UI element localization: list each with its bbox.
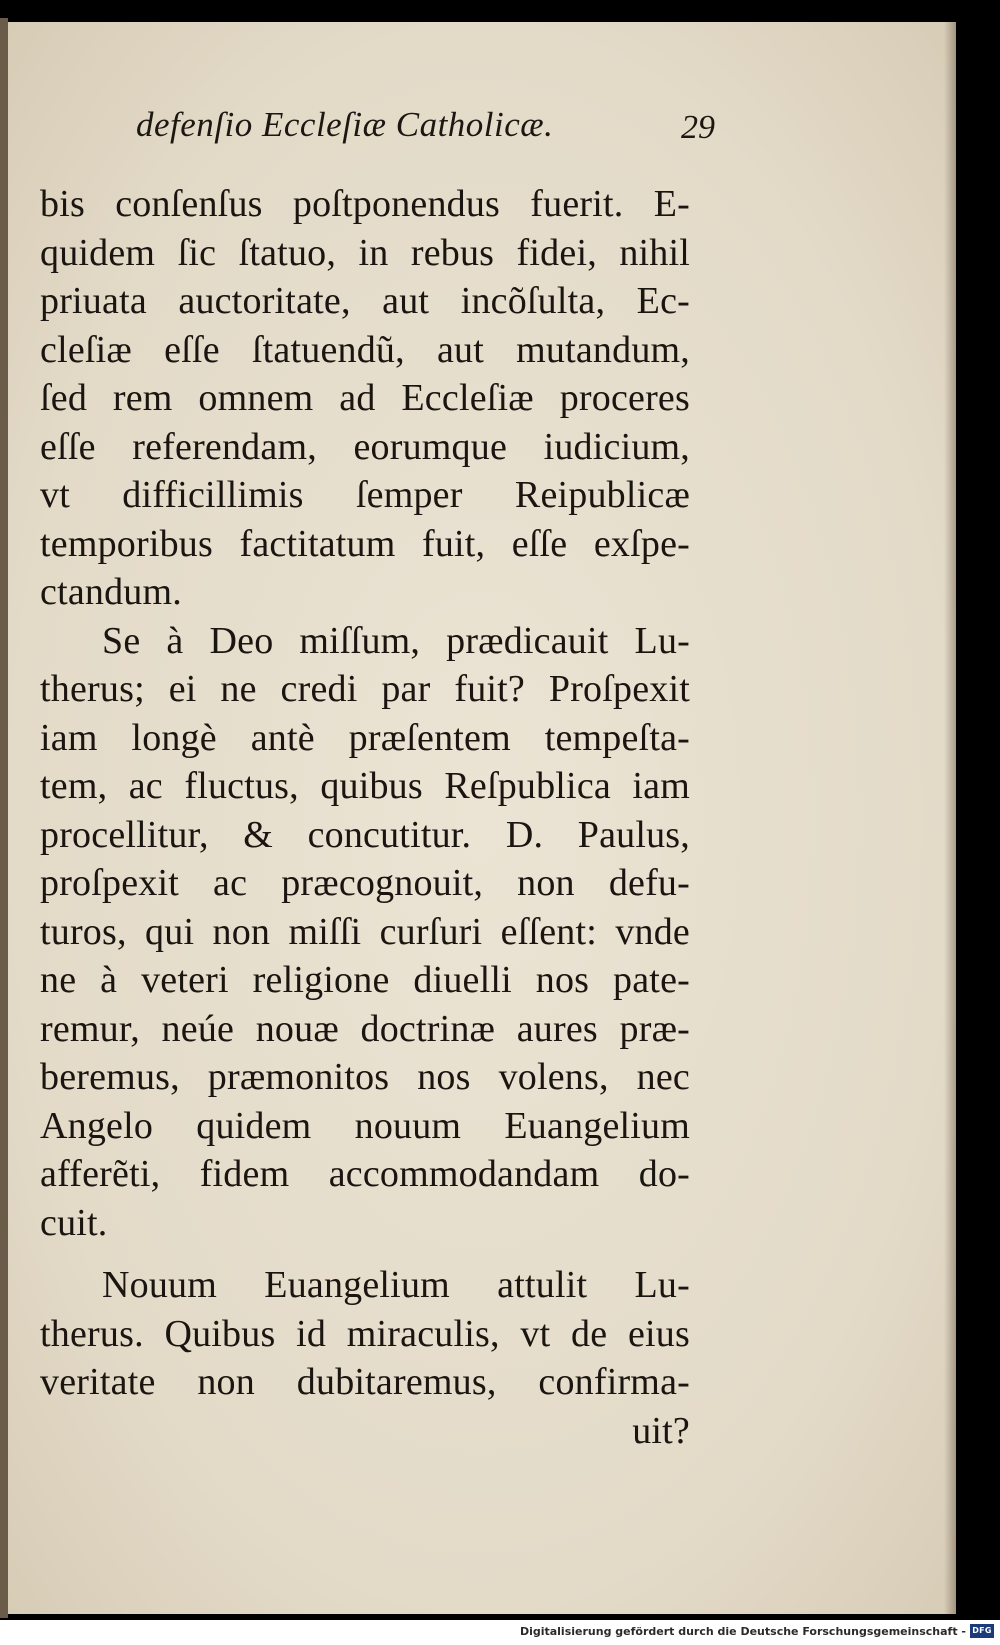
text-line: remur, neúe nouæ doctrinæ aures præ- bbox=[40, 1007, 690, 1050]
catchword: uit? bbox=[632, 1409, 690, 1452]
text-line: proſpexit ac præcognouit, non defu- bbox=[40, 862, 690, 904]
page-number: 29 bbox=[681, 109, 715, 146]
text-line: cleſiæ eſſe ſtatuendũ, aut mutandum, bbox=[40, 328, 690, 371]
text-line: ne à veteri religione diuelli nos pate- bbox=[40, 959, 690, 1001]
text-line: procellitur, & concutitur. D. Paulus, bbox=[40, 813, 690, 856]
running-title: defenſio Eccleſiæ Catholicæ. bbox=[136, 105, 554, 144]
body-text bbox=[40, 180, 690, 1455]
text-line: eſſe referendam, eorumque iudicium, bbox=[40, 425, 690, 468]
text-line: veritate non dubitaremus, confirma- bbox=[40, 1361, 690, 1403]
book-page bbox=[8, 22, 956, 1614]
running-head bbox=[136, 105, 736, 165]
page-gutter-shadow bbox=[944, 22, 956, 1614]
text-line: cuit. bbox=[40, 1201, 108, 1244]
text-line: priuata auctoritate, aut incõſulta, Ec- bbox=[40, 280, 690, 322]
text-line: iam longè antè præſentem tempeſta- bbox=[40, 716, 690, 759]
text-line: therus. Quibus id miraculis, vt de eius bbox=[40, 1312, 690, 1355]
text-line: temporibus factitatum fuit, eſſe exſpe- bbox=[40, 522, 690, 565]
book-edge bbox=[0, 18, 8, 1618]
text-line: turos, qui non miſſi curſuri eſſent: vnde bbox=[40, 910, 690, 953]
text-line: bis conſenſus poſtponendus fuerit. E- bbox=[40, 183, 690, 225]
text-line: afferẽti, fidem accommodandam do- bbox=[40, 1153, 690, 1195]
text-line: tem, ac fluctus, quibus Reſpublica iam bbox=[40, 765, 690, 807]
text-line: Nouum Euangelium attulit Lu- bbox=[102, 1264, 690, 1306]
text-line: therus; ei ne credi par fuit? Proſpexit bbox=[40, 668, 690, 710]
text-line: vt difficillimis ſemper Reipublicæ bbox=[40, 474, 690, 516]
dfg-logo-icon: DFG bbox=[970, 1624, 994, 1638]
text-line: ctandum. bbox=[40, 571, 182, 613]
text-line: Se à Deo miſſum, prædicauit Lu- bbox=[102, 619, 690, 662]
text-line: Angelo quidem nouum Euangelium bbox=[40, 1104, 690, 1147]
text-line: beremus, præmonitos nos volens, nec bbox=[40, 1056, 690, 1098]
text-line: ſed rem omnem ad Eccleſiæ proceres bbox=[40, 377, 690, 419]
footer-bar bbox=[0, 1620, 1000, 1645]
funding-credit: Digitalisierung gefördert durch die Deutsche Forschungsgemeinschaft - bbox=[519, 1625, 966, 1638]
text-line: quidem ſic ſtatuo, in rebus fidei, nihil bbox=[40, 231, 690, 274]
